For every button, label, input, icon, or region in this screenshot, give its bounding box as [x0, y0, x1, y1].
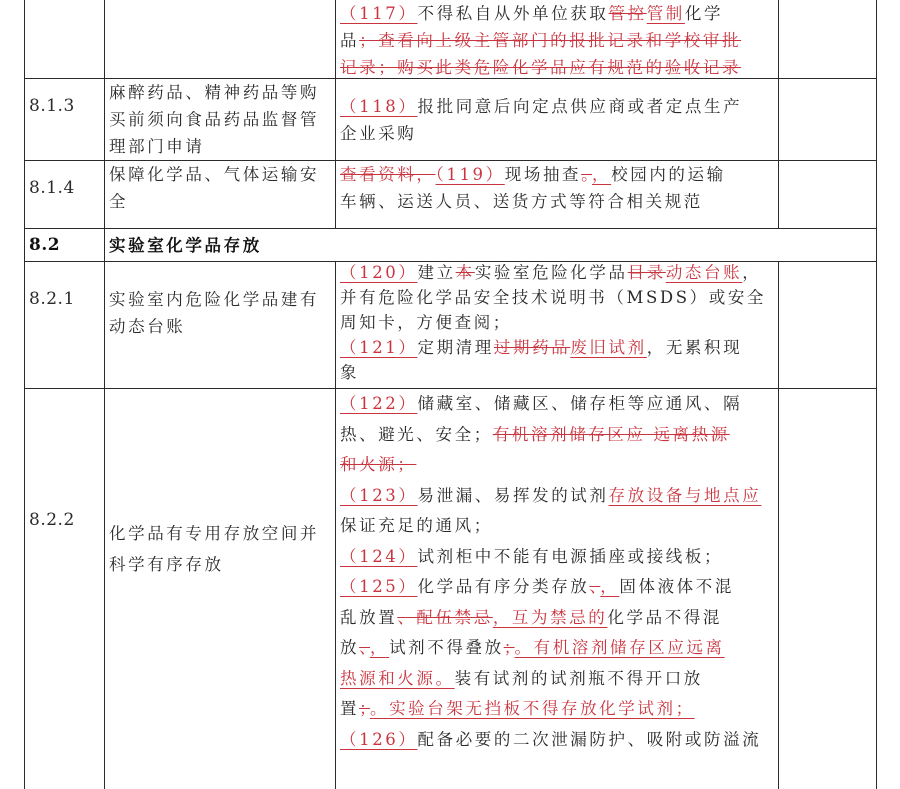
text-run: 易泄漏、易挥发的试剂	[417, 485, 609, 505]
text-line	[340, 542, 774, 573]
text-line	[340, 511, 774, 542]
inserted-text: （121）	[340, 338, 418, 357]
text-line	[340, 260, 774, 285]
deleted-text: 本	[455, 263, 475, 282]
table-row-8-1-4	[24, 161, 877, 229]
text-line	[340, 481, 774, 512]
inserted-text: 。实验台架无挡板不得存放化学试剂；	[369, 699, 695, 718]
text-run: 企业采购	[340, 124, 417, 143]
cell-remark	[778, 161, 877, 228]
cell-item	[104, 262, 335, 388]
table-row-8-1-3	[24, 79, 877, 161]
text-run: 配备必要的二次泄漏防护、吸附或防溢流	[417, 729, 762, 749]
cell-remark	[778, 262, 877, 388]
inserted-text: （126）	[340, 729, 418, 749]
cell-remark	[778, 389, 877, 789]
cell-content	[335, 262, 778, 388]
cell-content	[335, 389, 778, 789]
text-line	[340, 27, 774, 54]
text-run: 保证充足的通风；	[340, 516, 493, 535]
text-run: 热、避光、安全；	[340, 424, 493, 444]
cell-id	[24, 79, 104, 160]
item-text	[109, 519, 331, 580]
deleted-text: 过期药品	[493, 338, 571, 357]
text-run: 定期清理	[417, 338, 494, 357]
deleted-text: 、配伍禁忌	[397, 607, 493, 627]
text-run: 化学品有序分类存放	[417, 577, 590, 596]
inserted-text: （122）	[340, 394, 418, 413]
table-row-8-2-1	[24, 262, 877, 389]
deleted-text: ；	[503, 638, 515, 657]
cell-id	[24, 262, 104, 388]
content-text	[340, 389, 774, 755]
text-run: 周知卡，方便查阅；	[340, 313, 512, 332]
text-run: 不得私自从外单位获取	[417, 4, 609, 23]
cell-remark	[778, 79, 877, 160]
text-line	[340, 161, 774, 188]
text-line: 化学品有专用存放空间并	[109, 524, 320, 543]
text-run: 置	[340, 699, 360, 718]
cell-id	[24, 229, 104, 261]
inserted-text: （118）	[340, 97, 418, 116]
section-number: 8.2	[29, 235, 61, 255]
text-run: 化学	[684, 4, 724, 23]
content-text	[340, 0, 774, 81]
text-line	[340, 572, 774, 603]
text-line	[340, 360, 774, 385]
text-line	[340, 285, 774, 310]
inserted-text: ，	[600, 577, 620, 596]
inserted-text: 动态台账	[665, 263, 743, 282]
item-text	[109, 79, 331, 160]
content-text	[340, 161, 774, 215]
cell-content	[335, 0, 778, 78]
inserted-text: （123）	[340, 485, 418, 505]
cell-section-title	[104, 229, 877, 261]
deleted-text: 有机溶剂储存区应 远离热源	[492, 424, 730, 444]
text-run: ，	[742, 263, 762, 282]
text-line: 实验室内危险化学品建有	[109, 290, 320, 309]
deleted-text: 目录	[627, 263, 666, 282]
inserted-text: 废旧试剂	[570, 338, 647, 357]
text-line	[340, 188, 774, 215]
text-line	[340, 694, 774, 725]
text-line: 理部门申请	[109, 137, 205, 156]
inserted-text: 。有机溶剂储存区应远离	[514, 638, 725, 657]
text-line	[340, 120, 774, 147]
cell-remark	[778, 0, 877, 78]
text-line	[340, 420, 774, 451]
text-run: 实验室危险化学品	[474, 263, 628, 282]
deleted-text: 记录；购买此类危险化学品应有规范的验收记录	[340, 58, 742, 77]
deleted-text: 和火源；	[340, 455, 417, 474]
text-line	[340, 389, 774, 420]
inserted-text: （119）	[435, 165, 505, 184]
text-line: 麻醉药品、精神药品等购	[109, 83, 320, 102]
text-run: 储藏室、储藏区、储存柜等应通风、隔	[417, 394, 743, 413]
inserted-text: 管制	[646, 4, 685, 23]
text-run: 乱放置	[340, 607, 398, 627]
inserted-text: （124）	[340, 546, 418, 566]
text-line	[340, 725, 774, 756]
item-text	[109, 161, 331, 215]
row-number: 8.1.3	[29, 96, 75, 116]
text-run: 化学品不得混	[607, 607, 723, 627]
cell-item	[104, 79, 335, 160]
text-line	[340, 93, 774, 120]
content-text	[340, 260, 774, 385]
inserted-text: 存放设备与地点应	[608, 485, 762, 505]
text-run: 校园内的运输	[611, 165, 726, 184]
inserted-text: ，互为禁忌的	[492, 607, 608, 627]
text-run: 象	[340, 363, 360, 382]
text-line: 保障化学品、气体运输安	[109, 165, 320, 184]
inserted-text: 热源和火源。	[340, 668, 455, 688]
deleted-text: 。	[581, 165, 593, 184]
cell-id	[24, 0, 104, 78]
inserted-text: ，	[369, 638, 390, 657]
deleted-text: 管控	[608, 4, 647, 23]
text-run: 装有试剂的试剂瓶不得开口放	[454, 668, 703, 688]
text-line: 全	[109, 192, 129, 211]
text-run: 试剂柜中不能有电源插座或接线板；	[417, 546, 724, 566]
text-line: 科学有序存放	[109, 554, 224, 574]
text-line	[340, 603, 774, 634]
text-line	[340, 335, 774, 360]
cell-content	[335, 161, 778, 228]
deleted-text: ；	[359, 699, 370, 718]
text-line	[340, 450, 774, 481]
text-line: 买前须向食品药品监督管	[109, 110, 320, 129]
deleted-text: 、	[359, 638, 370, 657]
item-text	[109, 286, 331, 340]
row-number: 8.2.2	[29, 510, 75, 530]
cell-item	[104, 0, 335, 78]
section-row-8-2	[24, 229, 877, 262]
row-number: 8.1.4	[29, 178, 75, 198]
text-run: 品	[340, 31, 360, 50]
text-run: 固体液体不混	[619, 577, 734, 596]
text-line	[340, 0, 774, 27]
text-line	[340, 664, 774, 695]
deleted-text: 查看资料，	[340, 165, 436, 184]
text-run: 报批同意后向定点供应商或者定点生产	[417, 97, 743, 116]
inserted-text: （117）	[340, 4, 418, 23]
text-run: ，无累积现	[646, 338, 743, 357]
inserted-text: （125）	[340, 577, 418, 596]
text-line	[340, 54, 774, 81]
text-run: 现场抽查	[504, 165, 582, 184]
text-run: 试剂不得叠放	[389, 638, 504, 657]
text-run: 并有危险化学品安全技术说明书（MSDS）或安全	[340, 288, 767, 307]
deleted-text: 、	[589, 577, 601, 596]
cell-item	[104, 389, 335, 789]
cell-id	[24, 161, 104, 228]
cell-content	[335, 79, 778, 160]
text-line: 动态台账	[109, 317, 186, 336]
inserted-text: （120）	[340, 263, 418, 282]
content-text	[340, 93, 774, 147]
deleted-text: ；查看向上级主管部门的报批记录和学校审批	[359, 31, 742, 50]
row-number: 8.2.1	[29, 289, 75, 309]
section-title: 实验室化学品存放	[109, 236, 262, 255]
inserted-text: ，	[592, 165, 612, 184]
text-line	[340, 310, 774, 335]
cell-item	[104, 161, 335, 228]
text-line	[340, 633, 774, 664]
table-row-continuation	[24, 0, 877, 79]
cell-id	[24, 389, 104, 789]
table-row-8-2-2	[24, 389, 877, 789]
text-run: 车辆、运送人员、送货方式等符合相关规范	[340, 192, 703, 211]
text-run: 建立	[417, 263, 456, 282]
text-run: 放	[340, 638, 360, 657]
